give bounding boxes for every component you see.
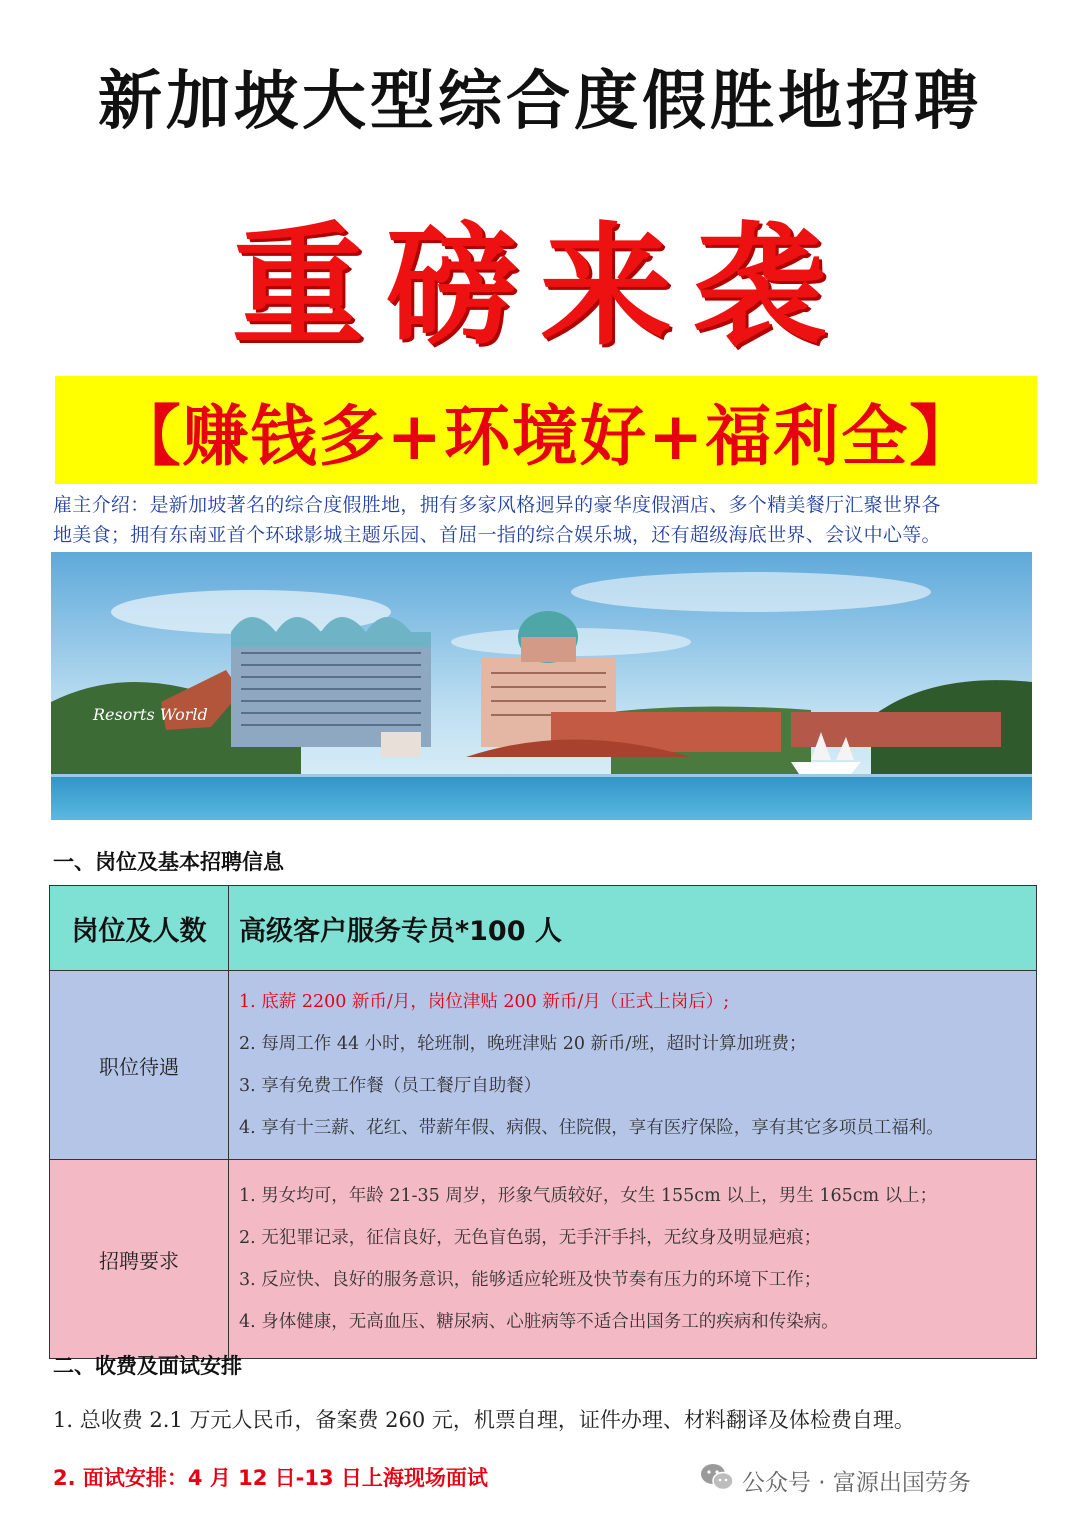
position-value: 高级客户服务专员*100 人 xyxy=(229,886,1037,971)
highlight-banner: 【赚钱多+环境好+福利全】 xyxy=(55,376,1037,484)
requirements-list xyxy=(229,1160,1037,1359)
watermark xyxy=(700,1462,971,1498)
recruitment-table xyxy=(49,885,1037,1359)
employer-intro-line1: 雇主介绍：是新加坡著名的综合度假胜地，拥有多家风格迥异的豪华度假酒店、多个精美餐厅汇聚世界各 xyxy=(53,494,941,516)
requirement-item: 2. 无犯罪记录，征信良好，无色盲色弱，无手汗手抖，无纹身及明显疤痕； xyxy=(239,1228,822,1248)
benefits-label: 职位待遇 xyxy=(50,971,229,1160)
page-title: 新加坡大型综合度假胜地招聘 xyxy=(98,64,982,139)
employer-intro xyxy=(53,490,1043,550)
employer-intro-line2: 地美食；拥有东南亚首个环球影城主题乐园、首屈一指的综合娱乐城，还有超级海底世界、会议中心等。 xyxy=(53,524,941,546)
requirement-item: 3. 反应快、良好的服务意识，能够适应轮班及快节奏有压力的环境下工作； xyxy=(239,1270,822,1290)
section-title-fees: 二、收费及面试安排 xyxy=(53,1354,242,1378)
table-row-position xyxy=(50,886,1037,971)
position-label: 岗位及人数 xyxy=(50,886,229,971)
requirement-item: 4. 身体健康，无高血压、糖尿病、心脏病等不适合出国务工的疾病和传染病。 xyxy=(239,1312,839,1332)
benefit-item: 1. 底薪 2200 新币/月，岗位津贴 200 新币/月（正式上岗后）; xyxy=(239,992,730,1012)
interview-item: 2. 面试安排：4 月 12 日-13 日上海现场面试 xyxy=(53,1466,488,1490)
benefit-item: 3. 享有免费工作餐（员工餐厅自助餐） xyxy=(239,1076,542,1096)
resorts-world-logo: Resorts World xyxy=(93,705,208,724)
benefit-item: 4. 享有十三薪、花红、带薪年假、病假、住院假，享有医疗保险，享有其它多项员工福利。 xyxy=(239,1118,944,1138)
wechat-icon xyxy=(700,1462,734,1498)
resort-photo xyxy=(51,552,1032,820)
watermark-text: 公众号 · 富源出国劳务 xyxy=(742,1469,971,1496)
benefits-list xyxy=(229,971,1037,1160)
requirement-item: 1. 男女均可，年龄 21-35 周岁，形象气质较好，女生 155cm 以上，男生 165cm 以上； xyxy=(239,1186,938,1206)
table-row-benefits xyxy=(50,971,1037,1160)
requirements-label: 招聘要求 xyxy=(50,1160,229,1359)
section-title-positions: 一、岗位及基本招聘信息 xyxy=(53,850,284,874)
fee-item: 1. 总收费 2.1 万元人民币，备案费 260 元，机票自理，证件办理、材料翻译及体检费自理。 xyxy=(53,1408,915,1432)
table-row-requirements xyxy=(50,1160,1037,1359)
hero-headline: 重磅来袭 xyxy=(232,209,848,364)
benefit-item: 2. 每周工作 44 小时，轮班制，晚班津贴 20 新币/班，超时计算加班费； xyxy=(239,1034,807,1054)
